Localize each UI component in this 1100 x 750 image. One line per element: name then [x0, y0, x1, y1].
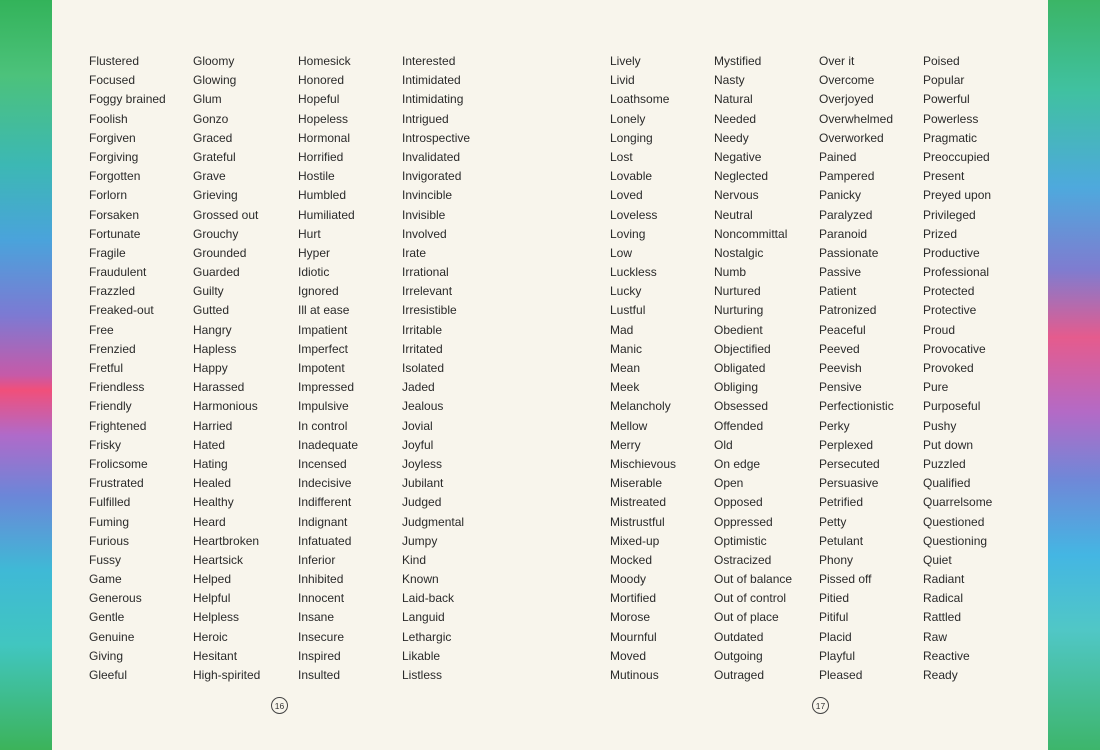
word-item: Radical	[923, 591, 964, 606]
word-item: Lucky	[610, 284, 642, 299]
word-item: Helped	[193, 572, 232, 587]
word-item: Obsessed	[714, 399, 769, 414]
word-item: Impulsive	[298, 399, 349, 414]
word-item: Petty	[819, 514, 847, 529]
word-item: Intrigued	[402, 111, 449, 126]
word-item: Foolish	[89, 111, 128, 126]
word-item: Mean	[610, 361, 641, 375]
word-item: Fortunate	[89, 226, 141, 241]
page-17	[556, 0, 1048, 750]
word-item: Forsaken	[89, 207, 140, 222]
word-item: Optimistic	[714, 533, 767, 548]
word-item: Glowing	[193, 73, 237, 88]
word-item: Mystified	[714, 54, 762, 68]
word-item: Foggy brained	[89, 92, 166, 107]
word-item: Lethargic	[402, 629, 452, 644]
word-item: Horrified	[298, 149, 344, 164]
word-item: Outdated	[714, 629, 764, 644]
word-item: Panicky	[819, 188, 862, 203]
word-item: Mad	[610, 322, 634, 337]
word-item: Professional	[923, 265, 990, 280]
word-item: Forgiven	[89, 130, 136, 145]
word-item: Nervous	[714, 188, 759, 203]
word-item: Hating	[193, 456, 228, 471]
word-item: Overworked	[819, 130, 884, 145]
word-column-3	[298, 52, 358, 685]
word-item: Ignored	[298, 284, 339, 299]
word-item: Kind	[402, 552, 427, 567]
page-number: 16	[271, 697, 288, 714]
word-item: Qualified	[923, 476, 971, 491]
word-item: Guilty	[193, 284, 224, 299]
word-item: Glum	[193, 92, 222, 107]
word-item: Moved	[610, 648, 647, 663]
word-item: Peeved	[819, 341, 860, 356]
word-item: Mistrustful	[610, 514, 665, 529]
word-item: Irate	[402, 245, 427, 260]
word-item: Forgotten	[89, 169, 141, 184]
word-item: Lost	[610, 149, 633, 164]
word-item: Forlorn	[89, 188, 128, 203]
word-item: Hostile	[298, 169, 335, 184]
word-item: Indignant	[298, 514, 348, 529]
word-item: Indecisive	[298, 476, 352, 491]
word-item: Fussy	[89, 552, 122, 567]
word-item: Inferior	[298, 552, 336, 567]
word-item: Needy	[714, 130, 749, 145]
word-item: Judgmental	[402, 514, 465, 529]
word-item: Incensed	[298, 456, 347, 471]
word-item: Longing	[610, 130, 653, 145]
word-item: Game	[89, 572, 122, 587]
word-item: Impatient	[298, 322, 348, 337]
page-number: 17	[812, 697, 829, 714]
word-item: Passive	[819, 265, 862, 280]
word-item: Impressed	[298, 380, 355, 395]
word-item: Luckless	[610, 265, 657, 280]
word-item: Inadequate	[298, 437, 359, 452]
word-item: Grounded	[193, 245, 247, 260]
word-item: Frolicsome	[89, 456, 148, 471]
word-column-5	[610, 52, 676, 685]
word-item: In control	[298, 418, 348, 433]
word-item: Oppressed	[714, 514, 773, 529]
word-item: Invalidated	[402, 149, 461, 164]
word-item: Passionate	[819, 245, 879, 260]
word-column-7	[819, 52, 894, 685]
word-item: Pampered	[819, 169, 875, 184]
word-item: Introspective	[402, 130, 471, 145]
word-item: Guarded	[193, 265, 240, 280]
word-item: Pitied	[819, 591, 850, 606]
word-item: Questioned	[923, 514, 985, 529]
word-item: Lustful	[610, 303, 646, 318]
word-item: Loathsome	[610, 92, 670, 107]
word-item: Invisible	[402, 207, 446, 222]
word-item: Gleeful	[89, 668, 128, 682]
word-item: Fulfilled	[89, 495, 131, 510]
word-column-6	[714, 52, 792, 685]
word-item: Poised	[923, 54, 960, 68]
word-item: Likable	[402, 648, 441, 663]
word-item: Reactive	[923, 648, 970, 663]
word-item: Perplexed	[819, 437, 874, 452]
word-item: Insane	[298, 610, 335, 625]
word-item: Inspired	[298, 648, 341, 663]
word-item: Puzzled	[923, 456, 966, 471]
word-item: Loving	[610, 226, 646, 241]
word-item: Irritated	[402, 341, 443, 356]
word-item: Mutinous	[610, 668, 659, 682]
word-item: Natural	[714, 92, 753, 107]
word-item: Powerless	[923, 111, 979, 126]
word-item: Negative	[714, 149, 762, 164]
word-item: Lonely	[610, 111, 646, 126]
word-item: Grave	[193, 169, 226, 184]
word-item: Paranoid	[819, 226, 868, 241]
word-item: Healed	[193, 476, 232, 491]
word-item: Popular	[923, 73, 965, 88]
word-item: Hurt	[298, 226, 321, 241]
word-item: Livid	[610, 73, 635, 88]
word-item: Rattled	[923, 610, 962, 625]
word-item: Harmonious	[193, 399, 258, 414]
word-item: Overjoyed	[819, 92, 874, 107]
word-item: Phony	[819, 552, 854, 567]
word-item: Privileged	[923, 207, 976, 222]
word-item: Heartbroken	[193, 533, 260, 548]
word-item: Frisky	[89, 437, 121, 452]
word-item: Insulted	[298, 668, 341, 682]
word-item: Pensive	[819, 380, 862, 395]
word-item: Persuasive	[819, 476, 879, 491]
word-item: Hangry	[193, 322, 232, 337]
word-item: Neglected	[714, 169, 769, 184]
word-item: Nasty	[714, 73, 745, 88]
word-item: Healthy	[193, 495, 234, 510]
word-item: Obedient	[714, 322, 763, 337]
word-item: Open	[714, 476, 744, 491]
word-item: Jubilant	[402, 476, 444, 491]
word-item: Irresistible	[402, 303, 457, 318]
word-item: Pained	[819, 149, 857, 164]
word-item: Mocked	[610, 552, 653, 567]
word-item: Invincible	[402, 188, 453, 203]
word-item: Grossed out	[193, 207, 259, 222]
word-item: Nostalgic	[714, 245, 764, 260]
word-item: Irrational	[402, 265, 449, 280]
word-item: Productive	[923, 245, 980, 260]
word-item: Needed	[714, 111, 757, 126]
word-item: Joyless	[402, 456, 443, 471]
word-item: Genuine	[89, 629, 135, 644]
word-column-2	[193, 52, 260, 685]
word-item: Insecure	[298, 629, 345, 644]
word-item: Nurturing	[714, 303, 764, 318]
word-item: Provocative	[923, 341, 986, 356]
word-item: Fraudulent	[89, 265, 147, 280]
word-item: Humiliated	[298, 207, 355, 222]
word-item: Lovable	[610, 169, 653, 184]
word-item: Morose	[610, 610, 651, 625]
word-item: Homesick	[298, 54, 351, 68]
word-item: Grouchy	[193, 226, 239, 241]
word-item: Out of control	[714, 591, 787, 606]
word-item: Jaded	[402, 380, 435, 395]
word-item: Paralyzed	[819, 207, 873, 222]
word-item: Loved	[610, 188, 643, 203]
word-item: Listless	[402, 668, 443, 682]
word-item: Invigorated	[402, 169, 462, 184]
word-item: Purposeful	[923, 399, 981, 414]
word-item: Generous	[89, 591, 142, 606]
word-item: Imperfect	[298, 341, 349, 356]
word-item: Frustrated	[89, 476, 144, 491]
word-item: Gutted	[193, 303, 230, 318]
word-item: Mellow	[610, 418, 648, 433]
word-item: Jumpy	[402, 533, 438, 548]
word-item: Mortified	[610, 591, 657, 606]
word-item: Honored	[298, 73, 345, 88]
word-item: Frenzied	[89, 341, 136, 356]
word-item: Mischievous	[610, 456, 677, 471]
word-item: Radiant	[923, 572, 965, 587]
word-item: Heartsick	[193, 552, 244, 567]
word-item: Hormonal	[298, 130, 351, 145]
word-item: Fuming	[89, 514, 130, 529]
watercolor-border-right	[1048, 0, 1100, 750]
word-item: Mistreated	[610, 495, 667, 510]
word-item: Patient	[819, 284, 857, 299]
word-item: Raw	[923, 629, 948, 644]
word-item: Manic	[610, 341, 643, 356]
word-item: Hyper	[298, 245, 331, 260]
word-item: Humbled	[298, 188, 347, 203]
word-item: Protective	[923, 303, 977, 318]
word-item: Offended	[714, 418, 764, 433]
word-item: Forgiving	[89, 149, 139, 164]
word-item: Perfectionistic	[819, 399, 894, 414]
word-item: Put down	[923, 437, 974, 452]
word-item: Powerful	[923, 92, 970, 107]
word-item: Hapless	[193, 341, 237, 356]
word-item: Overwhelmed	[819, 111, 894, 126]
word-item: Giving	[89, 648, 124, 663]
word-item: Irrelevant	[402, 284, 453, 299]
word-item: Friendless	[89, 380, 145, 395]
word-item: Miserable	[610, 476, 663, 491]
word-item: Helpless	[193, 610, 240, 625]
word-item: Friendly	[89, 399, 132, 414]
word-item: Patronized	[819, 303, 877, 318]
word-item: Impotent	[298, 361, 345, 375]
word-item: Questioning	[923, 533, 988, 548]
word-item: Objectified	[714, 341, 771, 356]
word-item: Joyful	[402, 437, 434, 452]
word-item: Pushy	[923, 418, 957, 433]
word-item: Pissed off	[819, 572, 872, 587]
word-item: Graced	[193, 130, 233, 145]
word-item: Petrified	[819, 495, 864, 510]
word-item: Inhibited	[298, 572, 344, 587]
word-item: Loveless	[610, 207, 658, 222]
word-item: Perky	[819, 418, 850, 433]
word-item: Overcome	[819, 73, 875, 88]
word-item: Judged	[402, 495, 442, 510]
word-item: Moody	[610, 572, 647, 587]
word-item: Irritable	[402, 322, 443, 337]
word-item: Grateful	[193, 149, 236, 164]
word-item: Pitiful	[819, 610, 849, 625]
word-item: Mournful	[610, 629, 657, 644]
word-item: Hated	[193, 437, 226, 452]
word-item: Noncommittal	[714, 226, 788, 241]
word-item: Hopeless	[298, 111, 349, 126]
word-item: Placid	[819, 629, 852, 644]
word-item: Freaked-out	[89, 303, 154, 318]
word-item: Opposed	[714, 495, 763, 510]
word-item: Fragile	[89, 245, 126, 260]
word-item: Merry	[610, 437, 641, 452]
word-item: Harried	[193, 418, 233, 433]
word-item: Lively	[610, 54, 641, 68]
word-item: Numb	[714, 265, 747, 280]
word-item: Interested	[402, 54, 456, 68]
word-column-4	[402, 52, 470, 685]
word-column-1	[89, 52, 166, 685]
word-item: Innocent	[298, 591, 345, 606]
word-item: Isolated	[402, 361, 445, 375]
word-item: Pragmatic	[923, 130, 978, 145]
word-item: Neutral	[714, 207, 753, 222]
word-item: Harassed	[193, 380, 245, 395]
word-item: Obliging	[714, 380, 759, 395]
word-item: Quiet	[923, 552, 952, 567]
word-item: Peaceful	[819, 322, 866, 337]
word-item: Persecuted	[819, 456, 880, 471]
word-item: Gonzo	[193, 111, 229, 126]
word-item: Languid	[402, 610, 445, 625]
word-item: Hesitant	[193, 648, 238, 663]
word-item: Flustered	[89, 54, 140, 68]
word-item: Infatuated	[298, 533, 352, 548]
word-item: Over it	[819, 54, 855, 68]
word-item: Indifferent	[298, 495, 352, 510]
watercolor-border-left	[0, 0, 52, 750]
word-item: Idiotic	[298, 265, 330, 280]
word-item: Old	[714, 437, 733, 452]
word-item: Jealous	[402, 399, 444, 414]
word-item: Gentle	[89, 610, 125, 625]
word-item: Peevish	[819, 361, 862, 375]
word-item: Outraged	[714, 668, 765, 682]
word-item: Grieving	[193, 188, 238, 203]
word-item: Ostracized	[714, 552, 772, 567]
word-item: Out of place	[714, 610, 779, 625]
word-item: Pleased	[819, 668, 863, 682]
word-item: Gloomy	[193, 54, 235, 68]
word-item: Frightened	[89, 418, 147, 433]
word-item: Known	[402, 572, 439, 587]
word-item: Protected	[923, 284, 975, 299]
word-item: High-spirited	[193, 668, 261, 682]
word-column-8	[923, 52, 992, 685]
word-item: Preyed upon	[923, 188, 992, 203]
word-item: Obligated	[714, 361, 766, 375]
word-item: Intimidated	[402, 73, 461, 88]
word-item: Helpful	[193, 591, 231, 606]
word-item: Heard	[193, 514, 226, 529]
word-item: Jovial	[402, 418, 433, 433]
word-item: Meek	[610, 380, 640, 395]
word-item: Petulant	[819, 533, 864, 548]
word-item: Playful	[819, 648, 856, 663]
word-item: Free	[89, 322, 114, 337]
word-item: Ready	[923, 668, 958, 682]
word-item: Quarrelsome	[923, 495, 993, 510]
word-item: Intimidating	[402, 92, 464, 107]
word-item: Prized	[923, 226, 958, 241]
word-item: Out of balance	[714, 572, 793, 587]
word-item: Low	[610, 245, 633, 260]
word-item: Preoccupied	[923, 149, 990, 164]
word-item: Fretful	[89, 361, 124, 375]
word-item: On edge	[714, 456, 761, 471]
word-item: Happy	[193, 361, 228, 375]
word-item: Outgoing	[714, 648, 763, 663]
page-16	[52, 0, 556, 750]
word-item: Pure	[923, 380, 949, 395]
word-item: Hopeful	[298, 92, 340, 107]
word-item: Ill at ease	[298, 303, 350, 318]
word-item: Heroic	[193, 629, 228, 644]
word-item: Nurtured	[714, 284, 761, 299]
word-item: Focused	[89, 73, 136, 88]
word-item: Melancholy	[610, 399, 671, 414]
word-item: Frazzled	[89, 284, 136, 299]
word-item: Provoked	[923, 361, 974, 375]
word-item: Laid-back	[402, 591, 455, 606]
word-item: Involved	[402, 226, 447, 241]
word-item: Furious	[89, 533, 130, 548]
word-item: Proud	[923, 322, 956, 337]
word-item: Mixed-up	[610, 533, 660, 548]
word-item: Present	[923, 169, 965, 184]
